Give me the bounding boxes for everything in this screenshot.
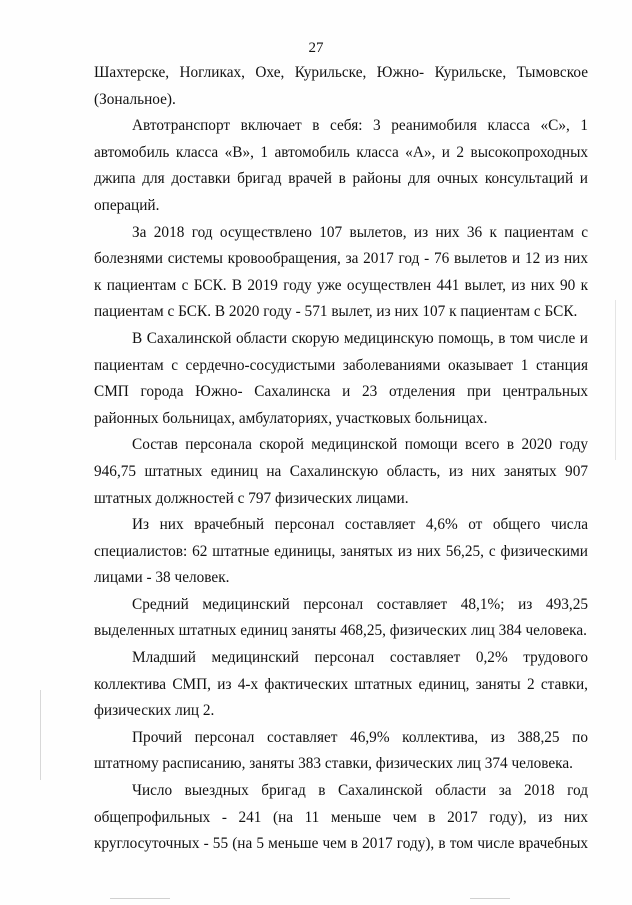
paragraph-3: За 2018 год осуществлено 107 вылетов, из них 36 к пациентам с болезнями системы кровообращения, за 2017 год - 76 вылетов и 12 из них к пациентам с БСК. В 2019 году уже осуществлен 441 вылет, из них 90 к пациентам с БСК. В 2020 году - 571 вылет, из них 107 к пациентам с БСК. — [94, 223, 588, 321]
scan-edge-line — [40, 690, 41, 780]
page-number: 27 — [308, 40, 324, 56]
paragraph-10: Число выездных бригад в Сахалинской области за 2018 год общепрофильных - 241 (на 11 меньше чем в 2017 году), из них круглосуточных - 55 (на 5 меньше чем в 2017 году), в том числе врачебных — [94, 782, 588, 853]
paragraph-2: Автотранспорт включает в себя: 3 реанимобиля класса «С», 1 автомобиль класса «В», 1 автомобиль класса «А», и 2 высокопроходных джипа для доставки бригад врачей в районы для очных консультаций и операций. — [94, 117, 588, 214]
paragraph-9: Прочий персонал составляет 46,9% коллектива, из 388,25 по штатному расписанию, заняты 383 ставки, физических лиц 374 человека. — [94, 728, 588, 773]
document-body — [94, 60, 588, 858]
paragraph-4: В Сахалинской области скорую медицинскую помощь, в том числе и пациентам с сердечно-сосудистыми заболеваниями оказывает 1 станция СМП города Южно- Сахалинска и 23 отделения при центральных районных больницах, амбулаториях, участковых больницах. — [94, 329, 588, 427]
scan-bottom-line — [110, 898, 170, 899]
paragraph-7: Средний медицинский персонал составляет 48,1%; из 493,25 выделенных штатных единиц заняты 468,25, физических лиц 384 человека. — [94, 595, 588, 640]
paragraph-8: Младший медицинский персонал составляет 0,2% трудового коллектива СМП, из 4-х фактических штатных единиц, заняты 2 ставки, физических лиц 2. — [94, 649, 588, 720]
paragraph-5: Состав персонала скорой медицинской помощи всего в 2020 году 946,75 штатных единиц на Сахалинскую область, из них занятых 907 штатных должностей с 797 физических лицами. — [94, 436, 588, 507]
scan-edge-line — [615, 300, 616, 460]
paragraph-1: Шахтерске, Ногликах, Охе, Курильске, Южно- Курильске, Тымовское (Зональное). — [94, 64, 588, 108]
paragraph-6: Из них врачебный персонал составляет 4,6% от общего числа специалистов: 62 штатные единицы, занятых из них 56,25, с физическими лицами - 38 человек. — [94, 516, 588, 587]
scan-bottom-line — [470, 898, 510, 899]
